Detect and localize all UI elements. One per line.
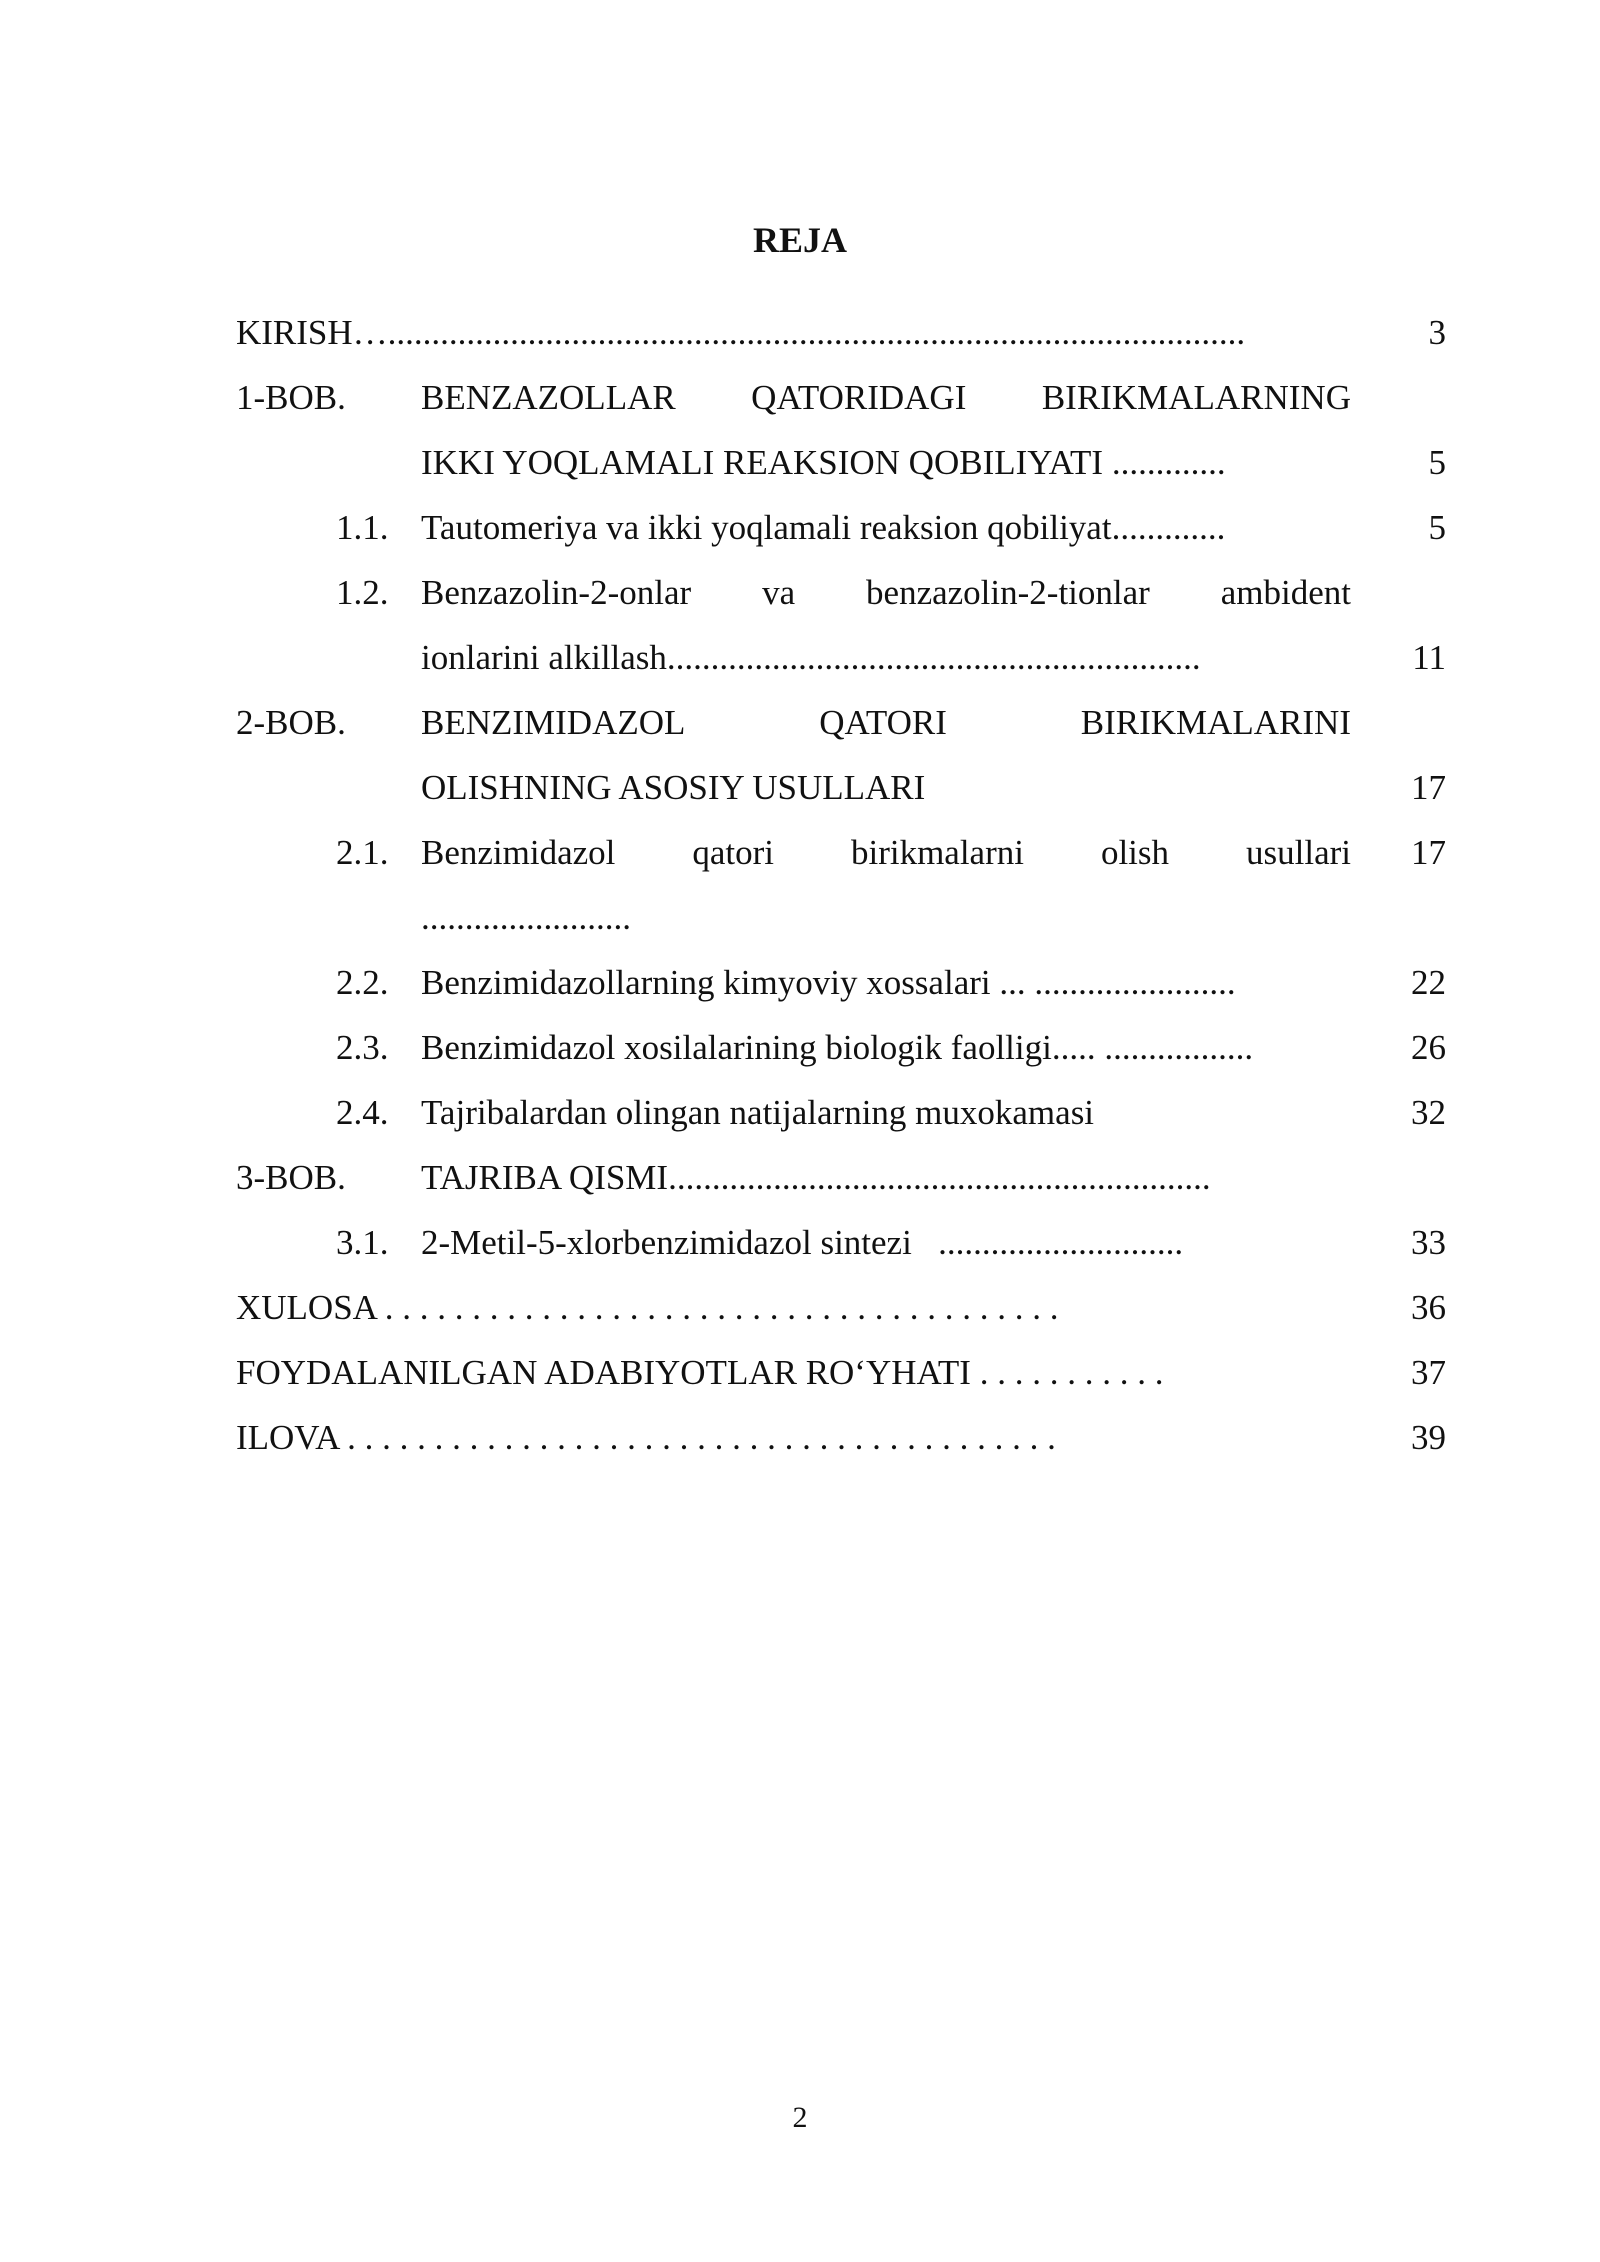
section-title-line1 — [421, 820, 1351, 885]
toc-entry-bob1 — [236, 365, 1446, 430]
toc-entry-bob2-cont — [236, 755, 1446, 820]
toc-entry-text: KIRISH….................................................................................................. — [236, 313, 1246, 352]
title-word: va — [762, 573, 796, 612]
section-number: 1.1. — [336, 508, 389, 547]
section-number: 2.4. — [336, 1093, 389, 1132]
toc-entry-2-3 — [236, 1015, 1446, 1080]
title-word: BENZIMIDAZOL — [421, 703, 686, 742]
title-word: ambident — [1220, 573, 1351, 612]
toc-page-number: 5 — [1428, 508, 1446, 547]
title-word: Benzazolin-2-onlar — [421, 573, 692, 612]
toc-entry-1-1 — [236, 495, 1446, 560]
title-word: benzazolin-2-tionlar — [866, 573, 1150, 612]
title-word: qatori — [692, 833, 774, 872]
toc-entry-2-2 — [236, 950, 1446, 1015]
toc-entry-xulosa — [236, 1275, 1446, 1340]
chapter-title-line1 — [421, 690, 1351, 755]
title-word: BIRIKMALARINI — [1080, 703, 1351, 742]
toc-entry-3-1 — [236, 1210, 1446, 1275]
title-word: olish — [1100, 833, 1170, 872]
section-title-line2: ........................ — [421, 898, 631, 937]
section-number: 2.3. — [336, 1028, 389, 1067]
title-word: QATORI — [819, 703, 947, 742]
chapter-title-line1 — [421, 365, 1351, 430]
toc-entry-kirish — [236, 300, 1446, 365]
page-title: REJA — [752, 220, 847, 260]
section-title: Tautomeriya va ikki yoqlamali reaksion qobiliyat............. — [421, 508, 1226, 547]
toc-page-number: 11 — [1412, 638, 1446, 677]
section-title: Benzimidazollarning kimyoviy xossalari ... ....................... — [421, 963, 1236, 1002]
toc-page-number: 37 — [1411, 1353, 1446, 1392]
toc-entry-bob2 — [236, 690, 1446, 755]
section-title-line2: ionlarini alkillash............................................................. — [421, 638, 1201, 677]
toc-entry-2-4 — [236, 1080, 1446, 1145]
title-word: usullari — [1246, 833, 1351, 872]
toc-page-number: 39 — [1411, 1418, 1446, 1457]
chapter-label: 2-BOB. — [236, 703, 346, 742]
table-of-contents — [236, 300, 1446, 1470]
chapter-title: TAJRIBA QISMI.............................................................. — [421, 1158, 1211, 1197]
toc-entry-bob1-cont — [236, 430, 1446, 495]
toc-page-number: 22 — [1411, 963, 1446, 1002]
toc-entry-ilova — [236, 1405, 1446, 1470]
toc-entry-references — [236, 1340, 1446, 1405]
section-number: 2.2. — [336, 963, 389, 1002]
title-word: QATORIDAGI — [751, 378, 967, 417]
toc-entry-1-2 — [236, 560, 1446, 625]
toc-entry-text: ILOVA . . . . . . . . . . . . . . . . . . . . . . . . . . . . . . . . . . . . . . . . . — [236, 1418, 1056, 1457]
page-number: 2 — [792, 2101, 808, 2134]
toc-page-number: 3 — [1428, 313, 1446, 352]
title-word: BIRIKMALARNING — [1041, 378, 1351, 417]
toc-entry-1-2-cont — [236, 625, 1446, 690]
chapter-title-line2: OLISHNING ASOSIY USULLARI — [421, 768, 926, 807]
toc-page-number: 26 — [1411, 1028, 1446, 1067]
toc-entry-bob3 — [236, 1145, 1446, 1210]
section-title: Tajribalardan olingan natijalarning muxokamasi — [421, 1093, 1095, 1132]
toc-page-number: 32 — [1411, 1093, 1446, 1132]
chapter-title-line2: IKKI YOQLAMALI REAKSION QOBILIYATI ............. — [421, 443, 1226, 482]
section-number: 1.2. — [336, 573, 389, 612]
section-number: 3.1. — [336, 1223, 389, 1262]
section-number: 2.1. — [336, 833, 389, 872]
chapter-label: 1-BOB. — [236, 378, 346, 417]
title-word: Benzimidazol — [421, 833, 616, 872]
toc-page-number: 5 — [1428, 443, 1446, 482]
section-title: Benzimidazol xosilalarining biologik faolligi..... ................. — [421, 1028, 1254, 1067]
toc-entry-text: XULOSA . . . . . . . . . . . . . . . . . . . . . . . . . . . . . . . . . . . . . . . — [236, 1288, 1059, 1327]
title-word: birikmalarni — [850, 833, 1024, 872]
toc-page-number: 17 — [1411, 768, 1446, 807]
chapter-label: 3-BOB. — [236, 1158, 346, 1197]
section-title: 2-Metil-5-xlorbenzimidazol sintezi ............................ — [421, 1223, 1184, 1262]
toc-entry-text: FOYDALANILGAN ADABIYOTLAR RO‘YHATI . . . . . . . . . . . — [236, 1353, 1164, 1392]
toc-entry-2-1 — [236, 820, 1446, 885]
toc-page-number: 33 — [1411, 1223, 1446, 1262]
title-word: BENZAZOLLAR — [421, 378, 676, 417]
section-title-line1 — [421, 560, 1351, 625]
toc-entry-2-1-cont — [236, 885, 1446, 950]
toc-page-number: 36 — [1411, 1288, 1446, 1327]
toc-page-number: 17 — [1411, 833, 1446, 872]
